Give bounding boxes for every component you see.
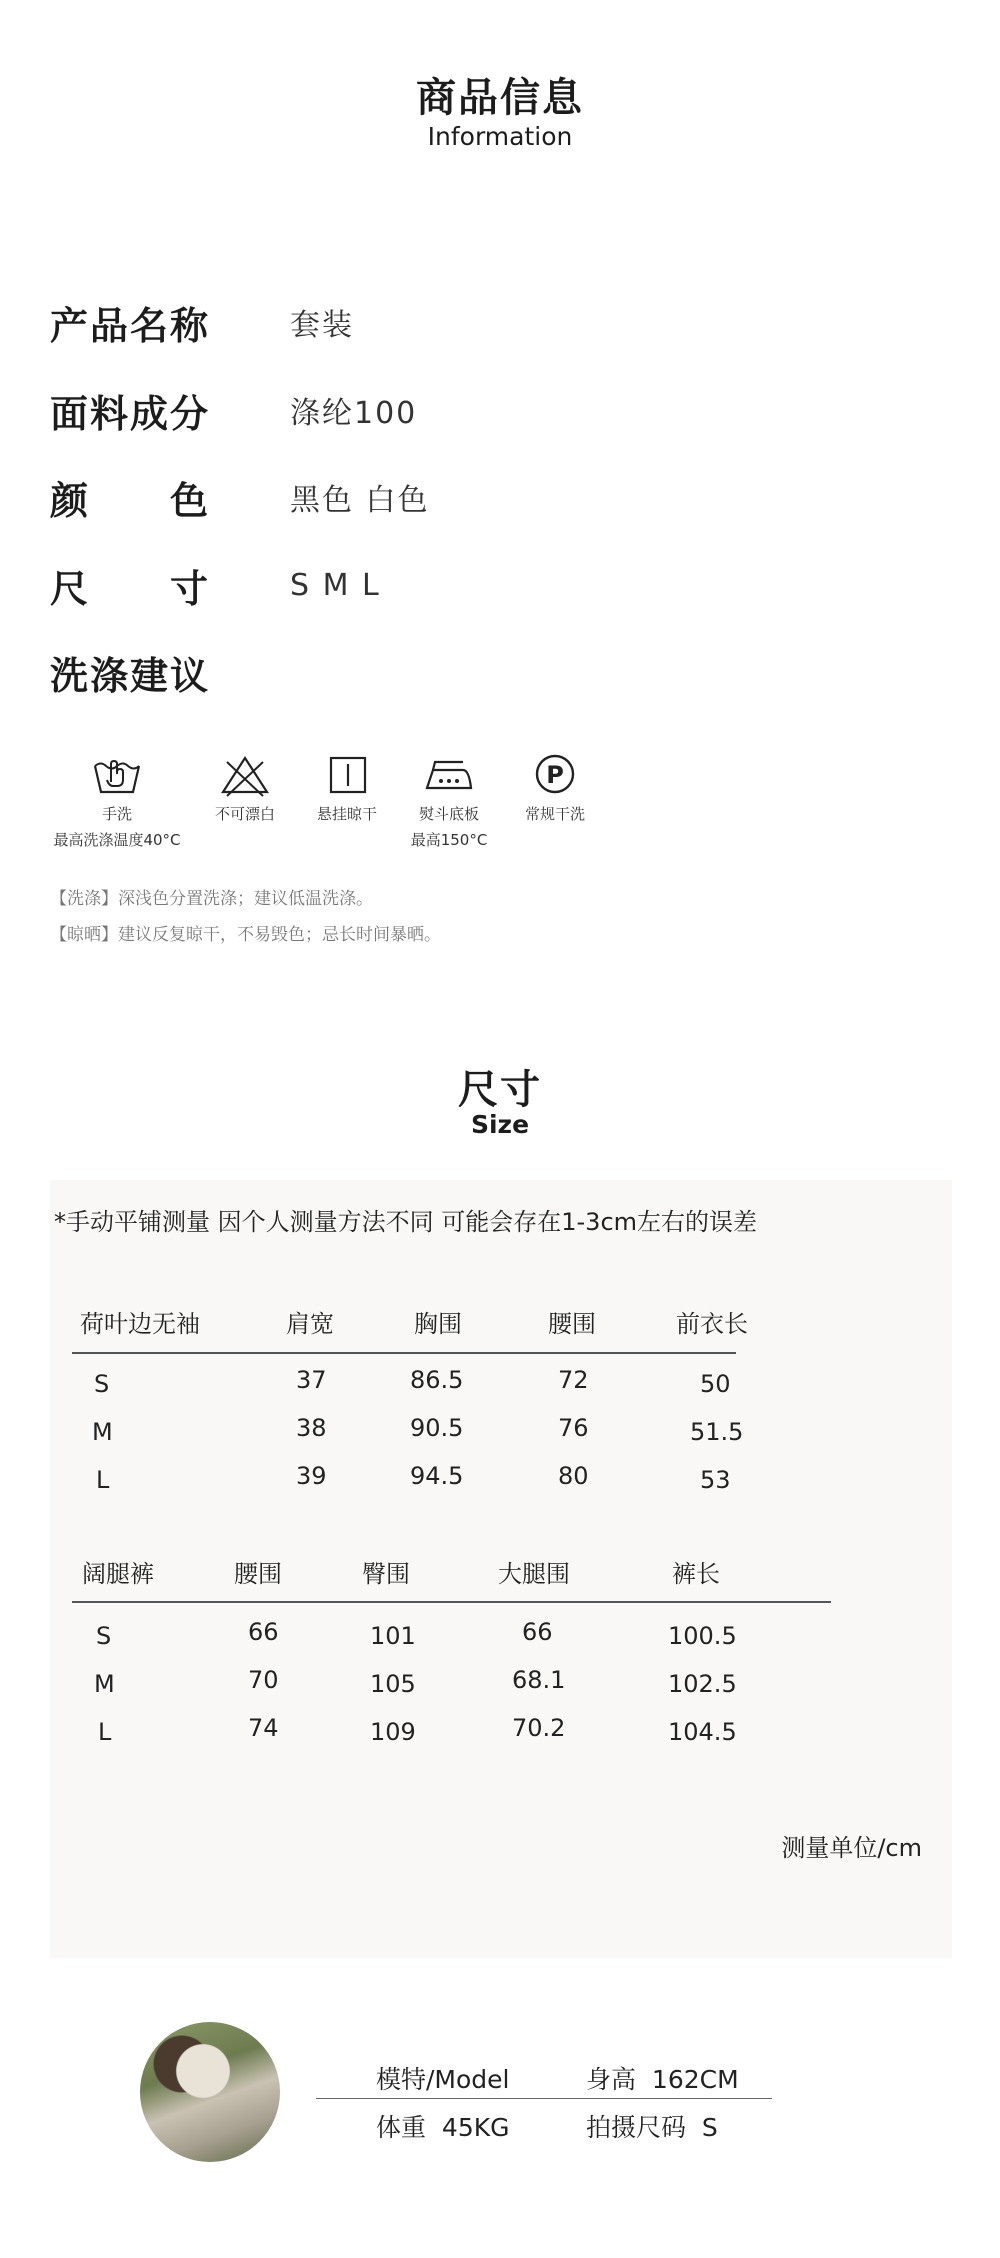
table-cell: 66 [522, 1618, 553, 1646]
model-divider [316, 2098, 772, 2099]
care-label: 最高150°C [410, 831, 488, 849]
model-height [586, 2060, 739, 2096]
info-row-color [50, 467, 430, 527]
table-header: 裤长 [672, 1560, 720, 1588]
table-header: 胸围 [414, 1310, 462, 1338]
table-header: 腰围 [234, 1560, 282, 1588]
table-cell: 105 [370, 1670, 416, 1698]
model-height-label: 身高 [586, 2065, 637, 2094]
table-cell: 76 [558, 1414, 589, 1442]
care-label: 手洗 [101, 805, 132, 823]
info-row-fabric [50, 380, 417, 440]
table-cell: 94.5 [410, 1462, 464, 1490]
care-label: 最高洗涤温度40°C [53, 831, 181, 849]
info-label: 颜 色 [50, 478, 211, 523]
info-value: 黑色 白色 [290, 483, 430, 518]
no-bleach-icon [219, 752, 271, 798]
info-row-product-name [50, 292, 354, 352]
table-header: 阔腿裤 [82, 1560, 154, 1588]
table-cell: L [96, 1466, 110, 1494]
table-cell: 37 [296, 1366, 327, 1394]
dry-clean-icon [529, 752, 581, 798]
info-label: 产品名称 [50, 303, 211, 348]
size-note: *手动平铺测量 因个人测量方法不同 可能会存在1-3cm左右的误差 [54, 1208, 758, 1236]
info-row-size [50, 555, 381, 615]
table-cell: 51.5 [690, 1418, 744, 1446]
care-item-dry-clean [480, 752, 630, 824]
table-cell: 38 [296, 1414, 327, 1442]
model-weight-label: 体重 [376, 2113, 427, 2142]
table-header: 大腿围 [498, 1560, 570, 1588]
care-label: 熨斗底板 [418, 805, 479, 823]
care-label: 悬挂晾干 [316, 805, 377, 823]
section-subtitle-size: Size [470, 1110, 530, 1139]
table-cell: 74 [248, 1714, 279, 1742]
table-cell: 53 [700, 1466, 731, 1494]
table-cell: 90.5 [410, 1414, 464, 1442]
section-title-info: 商品信息 [416, 75, 584, 121]
info-row-care [50, 642, 290, 702]
table-header: 肩宽 [286, 1310, 334, 1338]
section-title-size: 尺寸 [458, 1067, 542, 1113]
table-cell: 104.5 [668, 1718, 737, 1746]
table-cell: 39 [296, 1462, 327, 1490]
care-note-wash: 【洗涤】深浅色分置洗涤；建议低温洗涤。 [50, 889, 373, 909]
table-header: 腰围 [548, 1310, 596, 1338]
table-cell: 66 [248, 1618, 279, 1646]
care-label: 常规干洗 [524, 805, 585, 823]
table-header: 臀围 [362, 1560, 410, 1588]
model-size [586, 2108, 718, 2144]
table-cell: M [92, 1418, 113, 1446]
section-subtitle-info: Information [427, 122, 573, 151]
table-header: 荷叶边无袖 [80, 1310, 200, 1338]
model-height-value: 162CM [651, 2065, 739, 2094]
table-header: 前衣长 [676, 1310, 748, 1338]
table-cell: 86.5 [410, 1366, 464, 1394]
table-divider [72, 1352, 736, 1354]
model-size-label: 拍摄尺码 [586, 2113, 687, 2142]
table-divider [72, 1601, 831, 1603]
table-cell: 102.5 [668, 1670, 737, 1698]
model-name-label: 模特/Model [376, 2065, 510, 2094]
model-weight-value: 45KG [441, 2113, 510, 2142]
info-label: 面料成分 [50, 391, 211, 436]
hang-dry-icon [321, 752, 373, 798]
table-cell: L [98, 1718, 112, 1746]
measurement-unit: 测量单位/cm [781, 1834, 922, 1862]
table-cell: 50 [700, 1370, 731, 1398]
table-cell: 80 [558, 1462, 589, 1490]
table-cell: S [96, 1622, 112, 1650]
table-cell: 101 [370, 1622, 416, 1650]
info-value: S M L [290, 567, 381, 603]
table-cell: 70 [248, 1666, 279, 1694]
model-avatar [140, 2022, 280, 2162]
table-cell: 72 [558, 1366, 589, 1394]
table-cell: S [94, 1370, 110, 1398]
care-note-dry: 【晾晒】建议反复晾干，不易毁色；忌长时间暴晒。 [50, 925, 441, 945]
hand-wash-icon [91, 752, 143, 798]
table-cell: M [94, 1670, 115, 1698]
iron-icon [423, 752, 475, 798]
table-cell: 68.1 [512, 1666, 566, 1694]
info-label: 洗涤建议 [50, 653, 211, 698]
table-cell: 70.2 [512, 1714, 566, 1742]
model-size-value: S [701, 2113, 718, 2142]
info-label: 尺 寸 [50, 566, 211, 611]
table-cell: 100.5 [668, 1622, 737, 1650]
info-value: 涤纶100 [290, 396, 418, 431]
model-weight [376, 2108, 510, 2144]
care-label: 不可漂白 [214, 805, 275, 823]
info-value: 套装 [290, 308, 354, 343]
svg-text:P: P [546, 761, 564, 789]
table-cell: 109 [370, 1718, 416, 1746]
